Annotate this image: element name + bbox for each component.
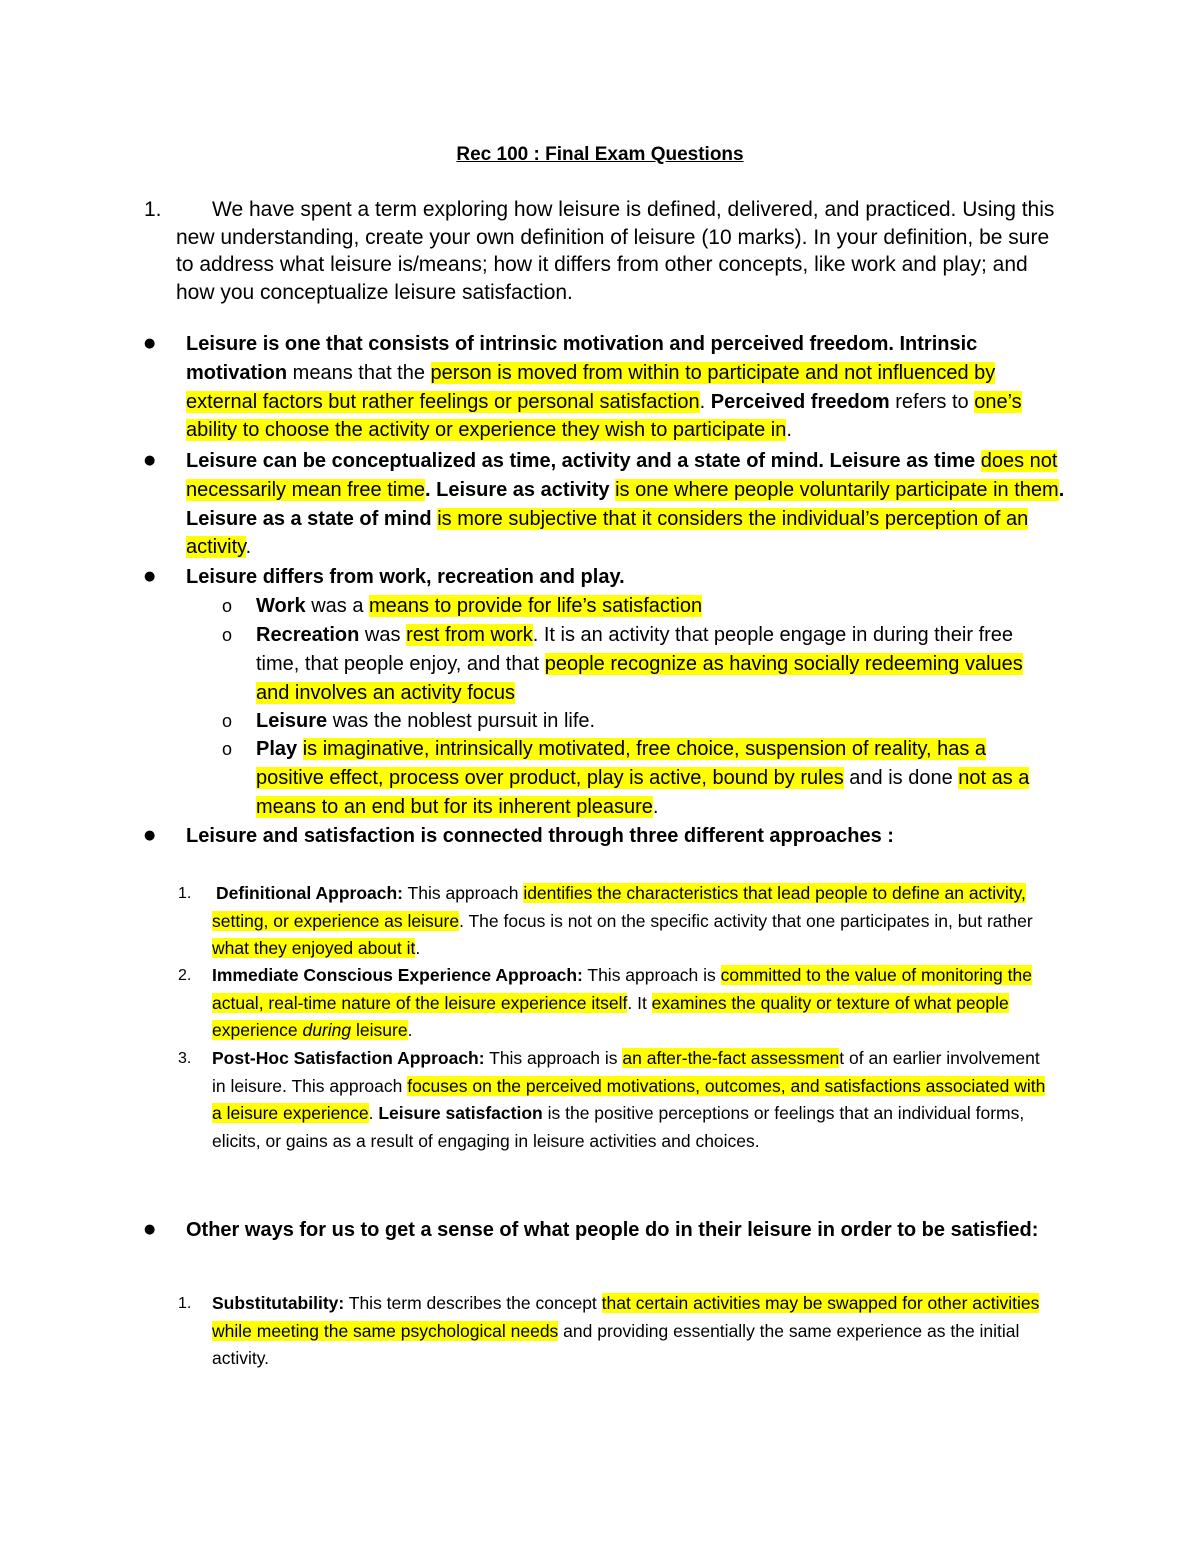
sub-bullet-icon: o xyxy=(222,739,233,759)
sub-item-play: Play is imaginative, intrinsically motivated, free choice, suspension of reality, has a positive effect, process over product, play is active, bound by rules and is done not as a means to an end but for its inherent pleasure. xyxy=(256,738,1030,818)
question-number: 1. xyxy=(144,198,162,221)
bullet-icon: ● xyxy=(144,1222,156,1237)
sub-item-recreation: Recreation was rest from work. It is an activity that people engage in during their free time, that people enjoy, and that people recognize as having socially redeeming values and involves an activity focus xyxy=(256,624,1023,704)
approach-immediate-conscious: Immediate Conscious Experience Approach: This approach is committed to the value of monitoring the actual, real-time nature of the leisure experience itself. It examines the quality or texture of what people experience during leisure. xyxy=(212,965,1032,1041)
sub-item-work: Work was a means to provide for life’s satisfaction xyxy=(256,595,703,617)
list-number: 1. xyxy=(178,885,192,902)
bullet-other-ways: Other ways for us to get a sense of what people do in their leisure in order to be satisfied: xyxy=(186,1219,1039,1241)
sub-bullet-icon: o xyxy=(222,711,233,731)
bullet-icon: ● xyxy=(144,336,156,351)
bullet-satisfaction-approaches: Leisure and satisfaction is connected through three different approaches : xyxy=(186,825,894,847)
approach-definitional: Definitional Approach: This approach identifies the characteristics that lead people to define an activity, setting, or experience as leisure. The focus is not on the specific activity that one participates in, but rather what they enjoyed about it. xyxy=(212,883,1033,959)
sub-bullet-icon: o xyxy=(222,596,233,616)
list-number: 1. xyxy=(178,1295,192,1312)
bullet-icon: ● xyxy=(144,569,156,584)
approach-post-hoc: Post-Hoc Satisfaction Approach: This approach is an after-the-fact assessment of an earlier involvement in leisure. This approach focuses on the perceived motivations, outcomes, and satisfactions associated with a leisure experience. Leisure satisfaction is the positive perceptions or feelings that an individual forms, elicits, or gains as a result of engaging in leisure activities and choices. xyxy=(212,1048,1046,1151)
bullet-leisure-differs: Leisure differs from work, recreation and play. xyxy=(186,566,625,588)
sub-item-leisure: Leisure was the noblest pursuit in life. xyxy=(256,710,596,732)
list-number: 2. xyxy=(178,967,192,984)
bullet-icon: ● xyxy=(144,453,156,468)
bullet-icon: ● xyxy=(144,828,156,843)
bullet-leisure-conceptualized: Leisure can be conceptualized as time, activity and a state of mind. Leisure as time does not necessarily mean free time. Leisure as activity is one where people voluntarily participate in them. Leisure as a state of mind is more subjective that it considers the individual’s perception of an activity. xyxy=(186,450,1065,559)
list-number: 3. xyxy=(178,1050,192,1067)
bullet-leisure-definition: Leisure is one that consists of intrinsic motivation and perceived freedom. Intrinsic motivation means that the person is moved from within to participate and not influenced by external factors but rather feelings or personal satisfaction. Perceived freedom refers to one’s ability to choose the activity or experience they wish to participate in. xyxy=(186,333,1022,442)
page-title: Rec 100 : Final Exam Questions xyxy=(456,144,744,165)
question-text: We have spent a term exploring how leisure is defined, delivered, and practiced. Using this new understanding, create your own definition of leisure (10 marks). In your definition, be sure to address what leisure is/means; how it differs from other concepts, like work and play; and how you conceptualize leisure satisfaction. xyxy=(176,198,1055,304)
substitutability-item: Substitutability: This term describes the concept that certain activities may be swapped for other activities while meeting the same psychological needs and providing essentially the same experience as the initial activity. xyxy=(212,1293,1040,1369)
sub-bullet-icon: o xyxy=(222,625,233,645)
